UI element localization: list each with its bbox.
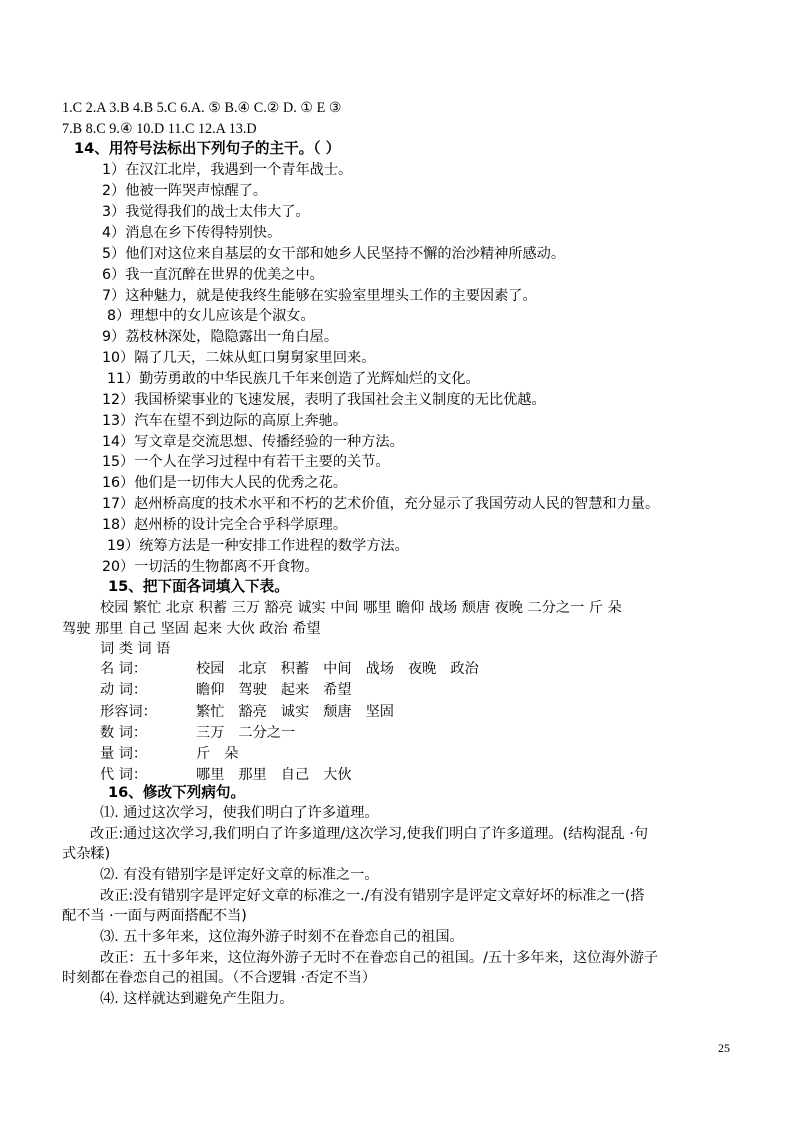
word: 夜晚 (407, 661, 437, 677)
q14-item: 1）在汉江北岸，我遇到一个青年战士。 (102, 162, 353, 178)
word: 自己 (280, 767, 310, 784)
answer-line-2: 7.B 8.C 9.④ 10.D 11.C 12.A 13.D (62, 121, 257, 137)
q16-sentence-4: ⑷. 这样就达到避免产生阻力。 (100, 991, 294, 1007)
word: 北京 (238, 661, 267, 677)
q14-heading: 14、用符号法标出下列句子的主干。（ ） (74, 140, 341, 157)
word: 起来 (280, 682, 310, 699)
q16-correction-2: 改正:没有错别字是评定好文章的标准之一./有没有错别字是评定文章好坏的标准之一(搭 (100, 888, 645, 904)
q14-item: 10）隔了几天，二妹从虹口舅舅家里回来。 (102, 350, 376, 366)
q16-heading: 16、修改下列病句。 (108, 784, 246, 801)
q14-item: 14）写文章是交流思想、传播经验的一种方法。 (102, 434, 404, 450)
q14-item: 5）他们对这位来自基层的女干部和她乡人民坚持不懈的治沙精神所感动。 (102, 246, 566, 262)
q14-item: 18）赵州桥的设计完全合乎科学原理。 (102, 517, 348, 533)
q16-correction-3-cont: 时刻都在眷恋自己的祖国。（不合逻辑 ·否定不当） (62, 970, 377, 986)
word: 政治 (450, 661, 479, 677)
row-words (196, 744, 252, 765)
q14-item: 11）勤劳勇敢的中华民族几千年来创造了光辉灿烂的文化。 (107, 371, 480, 387)
q14-item: 8）理想中的女儿应该是个淑女。 (107, 308, 315, 324)
word: 斤 (196, 746, 211, 763)
word: 繁忙 (196, 703, 225, 720)
word: 豁亮 (238, 703, 267, 720)
row-label: 数 词： (100, 724, 148, 741)
word: 三万 (196, 724, 225, 741)
q14-item: 9）荔枝林深处，隐隐露出一角白屋。 (102, 329, 339, 345)
q16-correction-1: 改正:通过这次学习,我们明白了许多道理/这次学习,使我们明白了许多道理。(结构混乱 ·句 (90, 826, 649, 842)
row-label: 名 词： (100, 661, 148, 677)
word: 驾驶 (238, 682, 267, 699)
word: 中间 (323, 661, 352, 677)
row-label: 动 词： (100, 682, 148, 699)
word: 瞻仰 (196, 682, 225, 699)
q14-item: 7）这种魅力，就是使我终生能够在实验室里埋头工作的主要因素了。 (102, 288, 537, 304)
q14-item: 17）赵州桥高度的技术水平和不朽的艺术价值，充分显示了我国劳动人民的智慧和力量。 (102, 496, 660, 512)
row-label: 代 词： (100, 767, 148, 784)
q14-item: 4）消息在乡下传得特别快。 (102, 225, 282, 241)
word: 大伙 (323, 767, 352, 784)
word: 颓唐 (323, 703, 352, 720)
answer-line-1: 1.C 2.A 3.B 4.B 5.C 6.A. ⑤ B.④ C.② D. ① E ③ (62, 100, 342, 116)
row-words (196, 659, 493, 680)
q15-heading: 15、把下面各词填入下表。 (108, 578, 289, 595)
q14-item: 12）我国桥梁事业的飞速发展，表明了我国社会主义制度的无比优越。 (102, 392, 546, 408)
q15-words-line-2: 驾驶 那里 自己 坚固 起来 大伙 政治 希望 (62, 621, 321, 637)
row-words (196, 680, 366, 701)
q14-item: 20）一切活的生物都离不开食物。 (102, 559, 319, 575)
word: 朵 (224, 746, 239, 763)
q14-item: 15）一个人在学习过程中有若干主要的关节。 (102, 454, 390, 470)
word: 积蓄 (280, 661, 310, 677)
q14-item: 16）他们是一切伟大人民的优秀之花。 (102, 475, 348, 491)
q14-item: 3）我觉得我们的战士太伟大了。 (102, 204, 310, 220)
row-label: 量 词： (100, 746, 148, 763)
word: 希望 (323, 682, 352, 699)
word: 诚实 (280, 703, 310, 720)
q14-item: 19）统筹方法是一种安排工作进程的数学方法。 (107, 538, 409, 554)
q14-item: 13）汽车在望不到边际的高原上奔驰。 (102, 413, 348, 429)
q14-item: 6）我一直沉醉在世界的优美之中。 (102, 267, 324, 283)
q16-sentence-2: ⑵. 有没有错别字是评定好文章的标准之一。 (100, 867, 379, 883)
q14-item: 2）他被一阵哭声惊醒了。 (102, 183, 268, 199)
word: 那里 (238, 767, 267, 784)
q16-correction-3: 改正：五十多年来，这位海外游子无时不在眷恋自己的祖国。/五十多年来，这位海外游子 (100, 950, 659, 966)
word: 校园 (196, 661, 225, 677)
q16-sentence-3: ⑶. 五十多年来，这位海外游子时刻不在眷恋自己的祖国。 (100, 929, 464, 945)
row-label: 形容词： (100, 703, 157, 720)
q16-correction-2-cont: 配不当 ·一面与两面搭配不当) (62, 908, 247, 924)
q16-correction-1-cont: 式杂糅) (62, 846, 111, 862)
q15-words-line-1: 校园 繁忙 北京 积蓄 三万 豁亮 诚实 中间 哪里 瞻仰 战场 颓唐 夜晚 二分之一 斤 朵 (100, 600, 622, 616)
row-words (196, 723, 309, 744)
q15-table-header: 词 类 词 语 (100, 641, 171, 657)
page-number: 25 (718, 1041, 730, 1055)
q16-sentence-1: ⑴. 通过这次学习，使我们明白了许多道理。 (100, 805, 379, 821)
word: 坚固 (365, 703, 394, 720)
word: 哪里 (196, 767, 225, 784)
word: 二分之一 (238, 724, 296, 741)
row-words (196, 702, 408, 723)
word: 战场 (365, 661, 394, 677)
